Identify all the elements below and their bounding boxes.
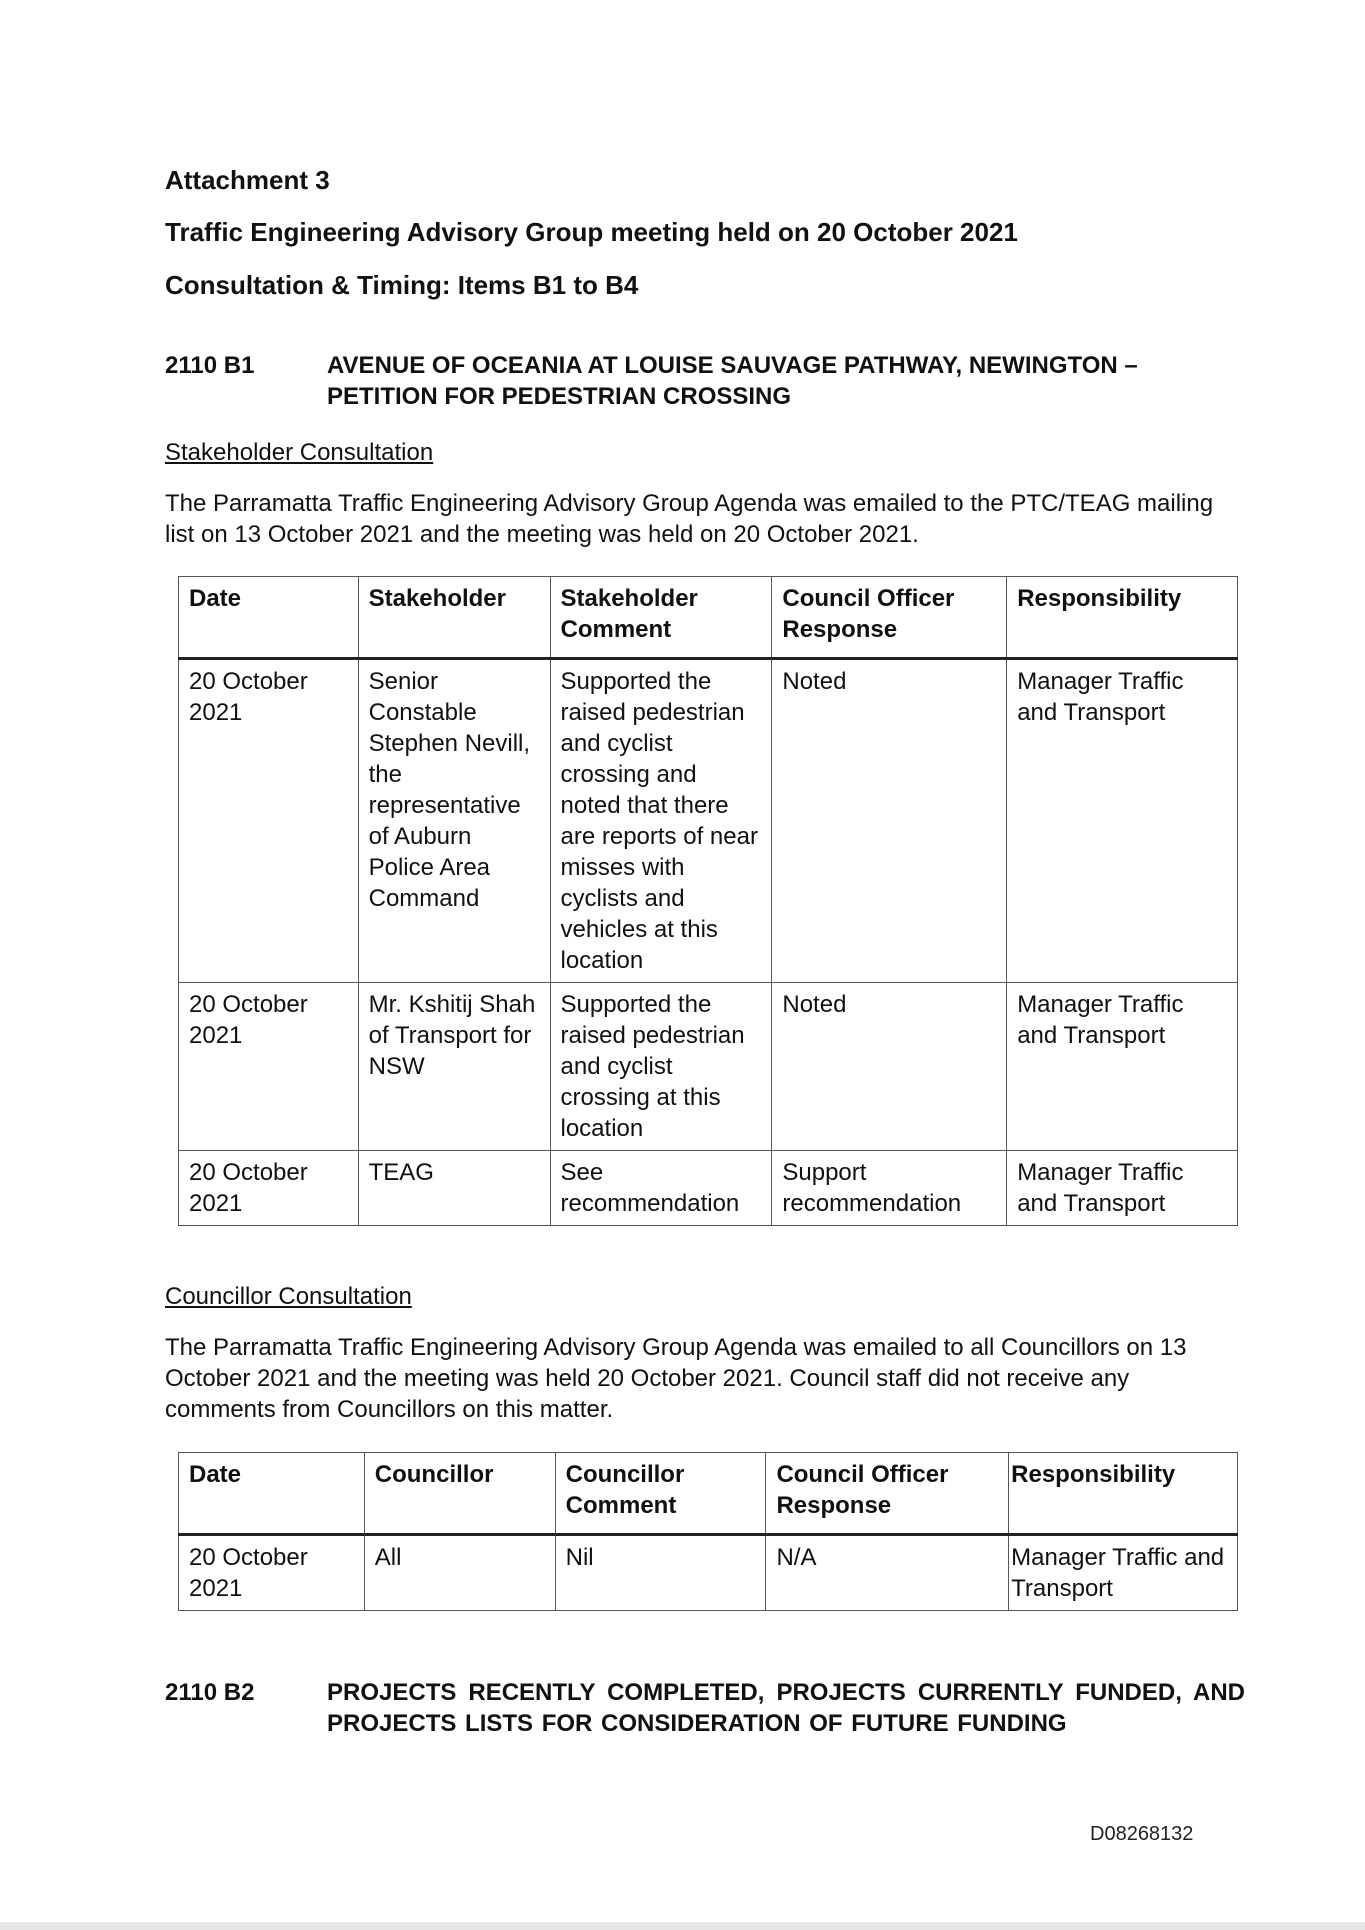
column-header: Responsibility [1009,1453,1238,1535]
document-reference: D08268132 [1090,1823,1194,1845]
table-cell: Manager Traffic and Transport [1007,983,1238,1151]
table-cell: See recommendation [550,1151,772,1226]
table-row [179,659,1238,983]
table-cell: Support recommendation [772,1151,1007,1226]
item-b1-title: AVENUE OF OCEANIA AT LOUISE SAUVAGE PATHWAY, NEWINGTON – PETITION FOR PEDESTRIAN CROSSING [327,352,1138,410]
column-header: Council Officer Response [766,1453,1009,1535]
table-cell: Noted [772,983,1007,1151]
councillor-paragraph: The Parramatta Traffic Engineering Advisory Group Agenda was emailed to all Councillors on 13 October 2021 and the meeting was held 20 October 2021. Council staff did not receive any comments from Councillors on this matter. [165,1334,1187,1423]
table-cell: Noted [772,659,1007,983]
table-cell: 20 October 2021 [179,1151,359,1226]
item-b2-title: PROJECTS RECENTLY COMPLETED, PROJECTS CURRENTLY FUNDED, AND PROJECTS LISTS FOR CONSIDERATION OF FUTURE FUNDING [327,1679,1245,1737]
table-header-row [179,1453,1238,1535]
table-cell: Manager Traffic and Transport [1009,1535,1238,1611]
column-header: Councillor [364,1453,555,1535]
table-cell: All [364,1535,555,1611]
column-header: Date [179,577,359,659]
councillor-table [178,1452,1238,1611]
table-header-row [179,577,1238,659]
stakeholder-table [178,576,1238,1226]
table-cell: 20 October 2021 [179,1535,365,1611]
table-cell: TEAG [358,1151,550,1226]
column-header: Stakeholder Comment [550,577,772,659]
column-header: Responsibility [1007,577,1238,659]
table-cell: 20 October 2021 [179,659,359,983]
attachment-title: Attachment 3 [165,165,330,195]
item-b2-code: 2110 B2 [165,1679,255,1706]
table-cell: Supported the raised pedestrian and cyclist crossing and noted that there are reports of near misses with cyclists and vehicles at this location [550,659,772,983]
table-cell: Mr. Kshitij Shah of Transport for NSW [358,983,550,1151]
stakeholder-paragraph: The Parramatta Traffic Engineering Advisory Group Agenda was emailed to the PTC/TEAG mailing list on 13 October 2021 and the meeting was held on 20 October 2021. [165,490,1214,548]
table-cell: N/A [766,1535,1009,1611]
column-header: Council Officer Response [772,577,1007,659]
table-cell: Nil [555,1535,766,1611]
column-header: Date [179,1453,365,1535]
councillor-consultation-heading: Councillor Consultation [165,1283,412,1310]
table-row [179,1535,1238,1611]
column-header: Councillor Comment [555,1453,766,1535]
table-row [179,1151,1238,1226]
table-row [179,983,1238,1151]
column-header: Stakeholder [358,577,550,659]
meeting-title: Traffic Engineering Advisory Group meeting held on 20 October 2021 [165,217,1018,247]
table-cell: Senior Constable Stephen Nevill, the representative of Auburn Police Area Command [358,659,550,983]
table-cell: 20 October 2021 [179,983,359,1151]
table-cell: Supported the raised pedestrian and cyclist crossing at this location [550,983,772,1151]
table-cell: Manager Traffic and Transport [1007,659,1238,983]
item-b1-code: 2110 B1 [165,352,255,379]
table-cell: Manager Traffic and Transport [1007,1151,1238,1226]
page-bottom-edge [0,1922,1365,1930]
consultation-title: Consultation & Timing: Items B1 to B4 [165,270,639,300]
stakeholder-consultation-heading: Stakeholder Consultation [165,439,434,466]
